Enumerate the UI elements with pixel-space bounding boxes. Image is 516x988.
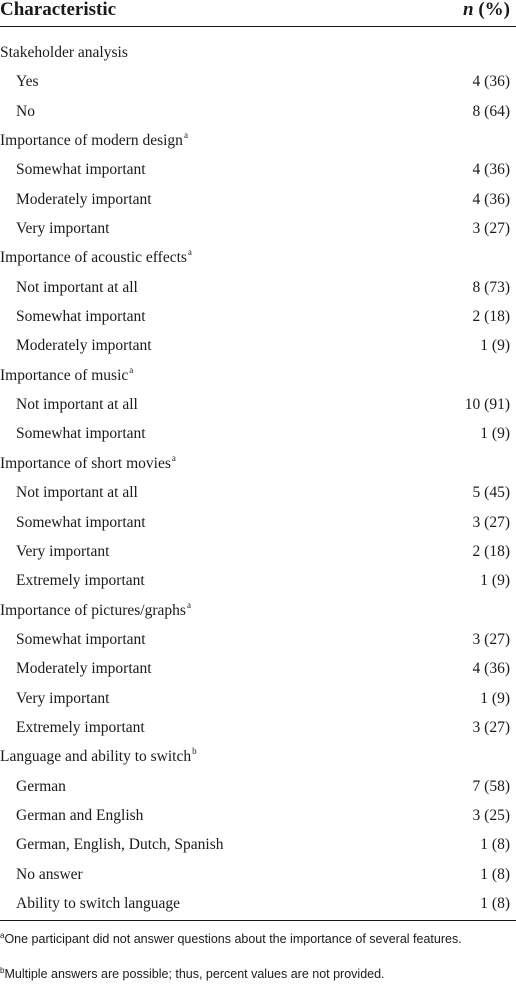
row-label <box>16 478 138 507</box>
row-value: 3 (27) <box>472 220 510 238</box>
table-row <box>0 155 516 184</box>
row-label <box>16 801 143 830</box>
row-label <box>16 390 138 419</box>
table-row <box>0 713 516 742</box>
table-row <box>0 889 516 918</box>
table-group-row <box>0 243 516 272</box>
row-value: 1 (9) <box>480 689 510 707</box>
table-body <box>0 38 516 918</box>
row-label-text: Somewhat important <box>16 513 146 531</box>
row-label <box>16 566 145 595</box>
row-label <box>0 449 176 478</box>
footnote-marker: a <box>171 452 176 463</box>
row-label <box>16 625 146 654</box>
footnote-marker: b <box>192 746 197 757</box>
table-group-row <box>0 361 516 390</box>
row-label-text: Somewhat important <box>16 425 146 443</box>
table-row <box>0 830 516 859</box>
row-label-text: Ability to switch language <box>16 894 181 912</box>
header-percent: (%) <box>478 0 510 20</box>
footnote-b-mark: b <box>0 966 5 975</box>
table-row <box>0 97 516 126</box>
row-label-text: Language and ability to switch <box>0 748 192 766</box>
table-row <box>0 625 516 654</box>
footnote-a <box>0 931 510 948</box>
row-label-text: Extremely important <box>16 572 145 590</box>
row-label <box>16 331 152 360</box>
row-value: 3 (27) <box>472 513 510 531</box>
table-row <box>0 684 516 713</box>
row-label-text: No answer <box>16 865 83 883</box>
table-row <box>0 801 516 830</box>
row-value: 4 (36) <box>472 190 510 208</box>
row-value: 1 (9) <box>480 572 510 590</box>
row-label <box>16 97 35 126</box>
table-row <box>0 654 516 683</box>
footnote-marker: a <box>186 599 191 610</box>
header-n-percent <box>463 0 510 21</box>
row-label <box>0 361 133 390</box>
row-label <box>16 273 138 302</box>
row-label <box>16 419 146 448</box>
row-label-text: Moderately important <box>16 337 152 355</box>
table-row <box>0 537 516 566</box>
header-n: n <box>463 0 474 20</box>
row-value: 4 (36) <box>472 73 510 91</box>
row-label-text: Importance of short movies <box>0 454 171 472</box>
table-header <box>0 0 516 27</box>
row-label <box>16 302 146 331</box>
row-label-text: Not important at all <box>16 278 138 296</box>
row-label <box>0 596 191 625</box>
row-label <box>16 860 83 889</box>
row-label <box>16 684 109 713</box>
row-label <box>16 214 109 243</box>
row-value: 2 (18) <box>472 308 510 326</box>
table-row <box>0 566 516 595</box>
row-label <box>0 742 197 771</box>
footnote-marker: a <box>183 130 188 141</box>
row-label-text: Importance of pictures/graphs <box>0 601 186 619</box>
table-group-row <box>0 38 516 67</box>
table-row <box>0 860 516 889</box>
row-value: 7 (58) <box>472 777 510 795</box>
row-label <box>16 830 224 859</box>
row-label <box>16 654 152 683</box>
row-label <box>16 713 145 742</box>
row-value: 10 (91) <box>464 396 510 414</box>
table-group-row <box>0 126 516 155</box>
footnote-a-text: One participant did not answer questions about the importance of several features. <box>4 932 462 946</box>
table-row <box>0 508 516 537</box>
row-label <box>16 67 39 96</box>
table-group-row <box>0 449 516 478</box>
row-label-text: Very important <box>16 542 110 560</box>
row-value: 2 (18) <box>472 542 510 560</box>
row-label <box>0 243 192 272</box>
table-row <box>0 273 516 302</box>
row-value: 1 (8) <box>480 865 510 883</box>
table-row <box>0 67 516 96</box>
row-label-text: Very important <box>16 689 110 707</box>
row-label-text: Extremely important <box>16 718 145 736</box>
table-row <box>0 331 516 360</box>
table-row <box>0 478 516 507</box>
row-label <box>16 537 109 566</box>
row-label-text: Somewhat important <box>16 308 146 326</box>
row-label-text: Importance of modern design <box>0 132 183 150</box>
row-label-text: Very important <box>16 220 110 238</box>
row-value: 1 (8) <box>480 836 510 854</box>
table-row <box>0 772 516 801</box>
row-label <box>16 155 146 184</box>
footnote-marker: a <box>187 247 192 258</box>
row-label-text: German <box>16 777 66 795</box>
row-label <box>16 508 146 537</box>
row-value: 8 (73) <box>472 278 510 296</box>
row-label <box>0 38 128 67</box>
header-characteristic: Characteristic <box>0 0 117 20</box>
row-label-text: Somewhat important <box>16 630 146 648</box>
table-row <box>0 302 516 331</box>
row-value: 4 (36) <box>472 660 510 678</box>
row-label <box>16 772 66 801</box>
row-label-text: Not important at all <box>16 484 138 502</box>
row-label-text: German and English <box>16 806 144 824</box>
row-label-text: Moderately important <box>16 190 152 208</box>
table-group-row <box>0 742 516 771</box>
footnote-b <box>0 966 510 983</box>
table-row <box>0 419 516 448</box>
row-label <box>16 185 152 214</box>
row-label-text: Stakeholder analysis <box>0 44 128 61</box>
row-label-text: Importance of music <box>0 366 129 384</box>
table-group-row <box>0 596 516 625</box>
row-label-text: Moderately important <box>16 660 152 678</box>
row-label-text: German, English, Dutch, Spanish <box>16 836 224 854</box>
row-value: 3 (27) <box>472 630 510 648</box>
row-label-text: No <box>16 102 35 120</box>
footnote-b-text: Multiple answers are possible; thus, percent values are not provided. <box>4 967 385 981</box>
row-label <box>16 889 180 918</box>
table-row <box>0 390 516 419</box>
row-label <box>0 126 188 155</box>
table-row <box>0 214 516 243</box>
row-label-text: Yes <box>16 73 39 91</box>
row-value: 4 (36) <box>472 161 510 179</box>
row-value: 3 (25) <box>472 806 510 824</box>
row-value: 1 (9) <box>480 425 510 443</box>
footnote-a-mark: a <box>0 931 5 940</box>
row-value: 1 (8) <box>480 894 510 912</box>
row-value: 5 (45) <box>472 484 510 502</box>
row-value: 8 (64) <box>472 102 510 120</box>
row-label-text: Somewhat important <box>16 161 146 179</box>
row-value: 3 (27) <box>472 718 510 736</box>
table-row <box>0 185 516 214</box>
footnote-marker: a <box>129 364 134 375</box>
table-bottom-rule <box>0 920 516 921</box>
row-label-text: Importance of acoustic effects <box>0 249 187 267</box>
row-value: 1 (9) <box>480 337 510 355</box>
row-label-text: Not important at all <box>16 396 138 414</box>
